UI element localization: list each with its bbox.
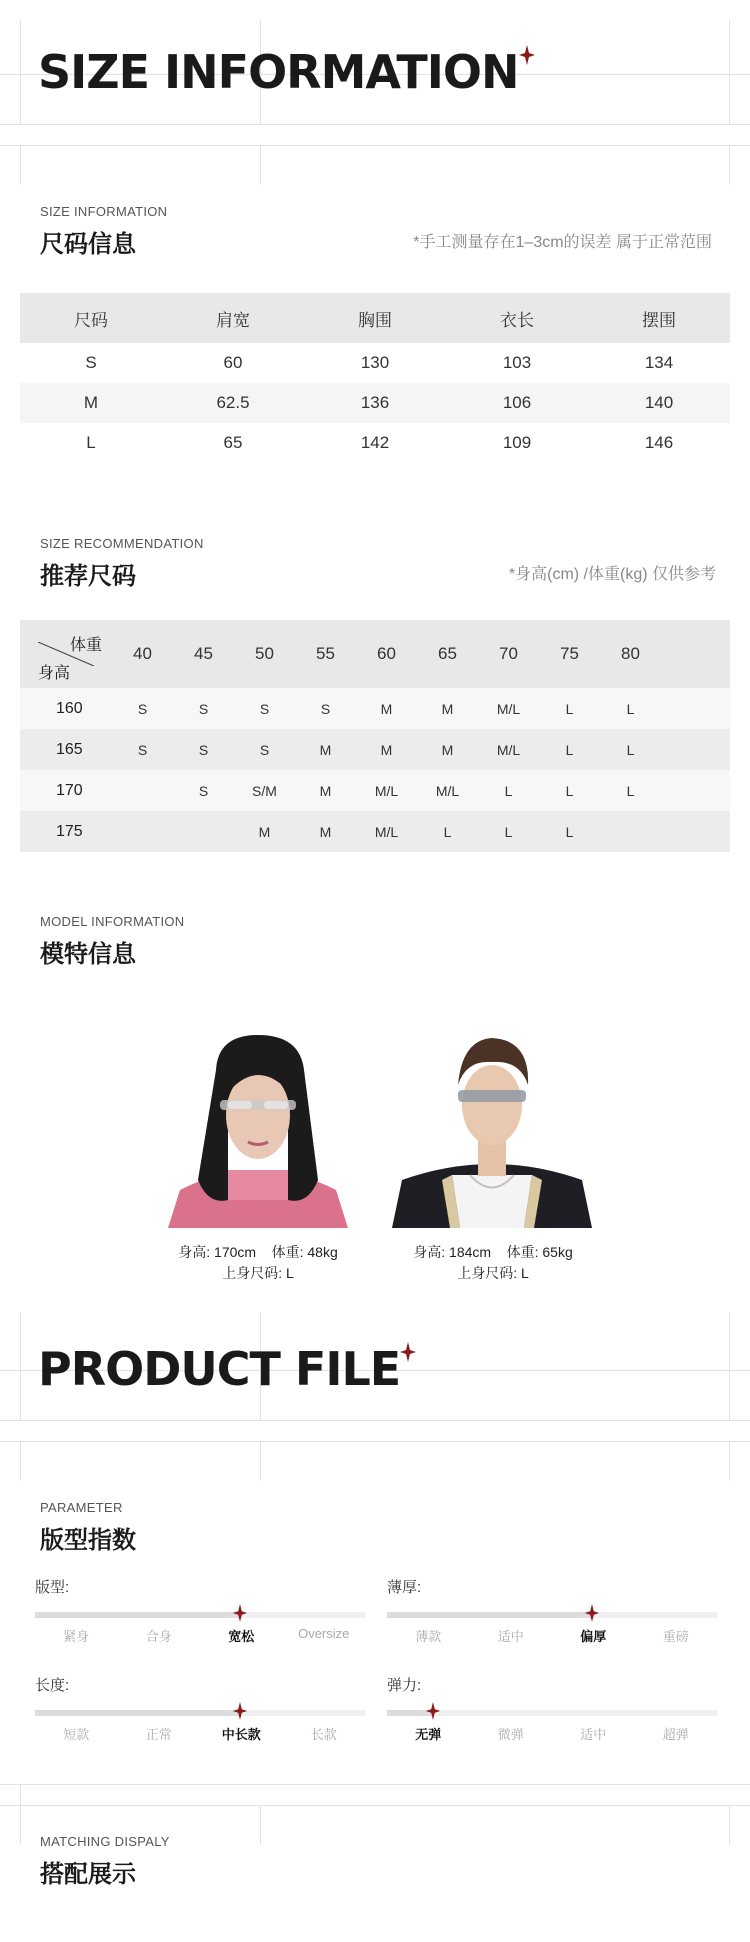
size-table-col: 摆围 [642, 310, 676, 330]
model-caption-line: 身高: 170cm 体重: 48kg [178, 1244, 338, 1260]
table-cell: L [504, 782, 513, 799]
table-cell: M [319, 823, 332, 840]
product-file-title [38, 1342, 416, 1396]
parameter-label: 长度: [35, 1677, 70, 1694]
parameter-option: 无弹 [415, 1727, 442, 1742]
parameter-option: 短款 [63, 1727, 90, 1742]
marker-star-icon [424, 1702, 442, 1720]
table-cell: L [626, 782, 635, 799]
size-info-note: *手工测量存在1–3cm的误差 属于正常范围 [413, 234, 712, 251]
model-photo-male [392, 1030, 592, 1228]
parameter-option: 超弹 [662, 1727, 689, 1742]
parameter-options [35, 1626, 365, 1645]
marker-star-icon [583, 1604, 601, 1622]
parameter-option: 偏厚 [580, 1629, 607, 1644]
table-cell: S [320, 700, 331, 717]
parameter-fill [387, 1612, 592, 1618]
table-cell: M/L [496, 700, 521, 717]
table-row [20, 770, 730, 811]
corner-height-label: 身高 [38, 665, 71, 682]
table-row [20, 423, 730, 463]
parameter-fill [35, 1612, 240, 1618]
size-rec-header [20, 620, 730, 688]
table-cell: 103 [502, 353, 532, 372]
weight-col: 80 [621, 644, 640, 663]
table-cell: 142 [360, 433, 390, 452]
table-cell: 146 [644, 433, 674, 452]
table-cell: L [565, 700, 574, 717]
parameter-label: 弹力: [387, 1677, 422, 1694]
page-title [38, 45, 535, 99]
table-cell: S [259, 741, 270, 758]
parameter-track [387, 1710, 717, 1716]
table-cell: 60 [223, 353, 243, 372]
weight-col: 40 [133, 644, 152, 663]
size-table-col: 尺码 [74, 310, 108, 330]
model-photo-female [158, 1030, 358, 1228]
table-row [20, 729, 730, 770]
corner-weight-label: 体重 [70, 637, 103, 654]
table-cell: S/M [252, 782, 277, 799]
height-row-label: 170 [56, 781, 83, 799]
parameter-option: 中长款 [221, 1727, 261, 1742]
size-info-label-zh: 尺码信息 [40, 230, 136, 258]
model-info-label-en: MODEL INFORMATION [40, 914, 185, 929]
size-rec-note: *身高(cm) /体重(kg) 仅供参考 [508, 566, 716, 583]
table-cell: 62.5 [216, 393, 250, 412]
size-table-col: 肩宽 [216, 310, 250, 330]
table-cell: M/L [435, 782, 460, 799]
matching-label-en: MATCHING DISPALY [40, 1834, 170, 1849]
parameter-option: 薄款 [415, 1629, 442, 1644]
table-cell: M [83, 393, 99, 412]
table-cell: 65 [223, 433, 243, 452]
parameter-option: 长款 [310, 1727, 337, 1742]
table-cell: M/L [496, 741, 521, 758]
table-cell: L [565, 823, 574, 840]
parameter-label: 版型: [35, 1579, 70, 1596]
model-caption-line: 身高: 184cm 体重: 65kg [413, 1244, 573, 1260]
table-cell: L [626, 741, 635, 758]
table-cell: M [319, 741, 332, 758]
corner-cell [20, 620, 112, 688]
model-info-label-zh: 模特信息 [40, 940, 136, 968]
parameter-track [35, 1710, 365, 1716]
table-cell: L [565, 782, 574, 799]
size-table-col: 衣长 [500, 310, 534, 330]
table-cell: M/L [374, 782, 399, 799]
size-rec-label-en: SIZE RECOMMENDATION [40, 536, 204, 551]
table-cell: S [198, 700, 209, 717]
table-cell: 130 [360, 353, 390, 372]
table-cell: M [380, 700, 393, 717]
size-table-col: 胸围 [358, 310, 392, 330]
weight-col: 65 [438, 644, 457, 663]
parameter-option: 重磅 [662, 1629, 689, 1644]
table-cell: L [443, 823, 452, 840]
parameter-label-zh: 版型指数 [40, 1526, 136, 1554]
weight-col: 70 [499, 644, 518, 663]
parameter-options [35, 1724, 365, 1743]
product-file-title-text: PRODUCT FILE [38, 1342, 401, 1396]
weight-col: 50 [255, 644, 274, 663]
table-cell: M [441, 700, 454, 717]
parameter-fill [35, 1710, 240, 1716]
star-icon [400, 1342, 416, 1362]
table-cell: S [198, 782, 209, 799]
marker-star-icon [231, 1604, 249, 1622]
star-icon [519, 45, 535, 65]
table-cell: L [626, 700, 635, 717]
table-cell: L [504, 823, 513, 840]
model-caption-line: 上身尺码: L [222, 1265, 294, 1281]
table-cell: S [137, 700, 148, 717]
weight-col: 60 [377, 644, 396, 663]
parameter-options [387, 1724, 717, 1743]
page-title-text: SIZE INFORMATION [38, 45, 519, 99]
table-cell: 136 [360, 393, 390, 412]
parameter-option: 微弹 [497, 1727, 524, 1742]
table-cell: M [380, 741, 393, 758]
table-cell: M [441, 741, 454, 758]
table-row [20, 383, 730, 423]
table-cell: S [198, 741, 209, 758]
table-cell: M [319, 782, 332, 799]
height-row-label: 160 [56, 699, 83, 717]
size-rec-label-zh: 推荐尺码 [40, 562, 136, 590]
table-cell: S [85, 353, 97, 372]
table-cell: L [565, 741, 574, 758]
weight-col: 55 [316, 644, 335, 663]
parameter-option: 紧身 [63, 1629, 90, 1644]
matching-label-zh: 搭配展示 [40, 1860, 136, 1888]
parameter-option: 宽松 [228, 1629, 255, 1644]
table-row [20, 343, 730, 383]
table-cell: 134 [644, 353, 674, 372]
table-cell: 109 [502, 433, 532, 452]
parameter-option: 合身 [145, 1629, 172, 1644]
table-cell: 140 [644, 393, 674, 412]
table-cell: M [258, 823, 271, 840]
weight-col: 75 [560, 644, 579, 663]
size-rec-table [20, 620, 730, 852]
size-table-header [20, 293, 730, 343]
table-cell: M/L [374, 823, 399, 840]
height-row-label: 165 [56, 740, 83, 758]
model-caption-line: 上身尺码: L [457, 1265, 529, 1281]
parameter-track [387, 1612, 717, 1618]
table-cell: S [137, 741, 148, 758]
parameter-option: 适中 [580, 1727, 607, 1742]
marker-star-icon [231, 1702, 249, 1720]
parameter-options [387, 1626, 717, 1645]
size-info-label-en: SIZE INFORMATION [40, 204, 168, 219]
parameter-option: 适中 [497, 1629, 524, 1644]
table-row [20, 688, 730, 729]
table-cell: 106 [502, 393, 532, 412]
height-row-label: 175 [56, 822, 83, 840]
model-caption-2 [373, 1242, 613, 1284]
size-table [20, 293, 730, 463]
model-caption-1 [138, 1242, 378, 1284]
parameter-option: 正常 [145, 1727, 172, 1742]
table-row [20, 811, 730, 852]
table-cell: L [86, 433, 96, 452]
parameter-track [35, 1612, 365, 1618]
parameter-option: Oversize [298, 1626, 350, 1641]
parameter-label-en: PARAMETER [40, 1500, 123, 1515]
weight-col: 45 [194, 644, 213, 663]
table-cell: S [259, 700, 270, 717]
parameter-label: 薄厚: [387, 1579, 422, 1596]
